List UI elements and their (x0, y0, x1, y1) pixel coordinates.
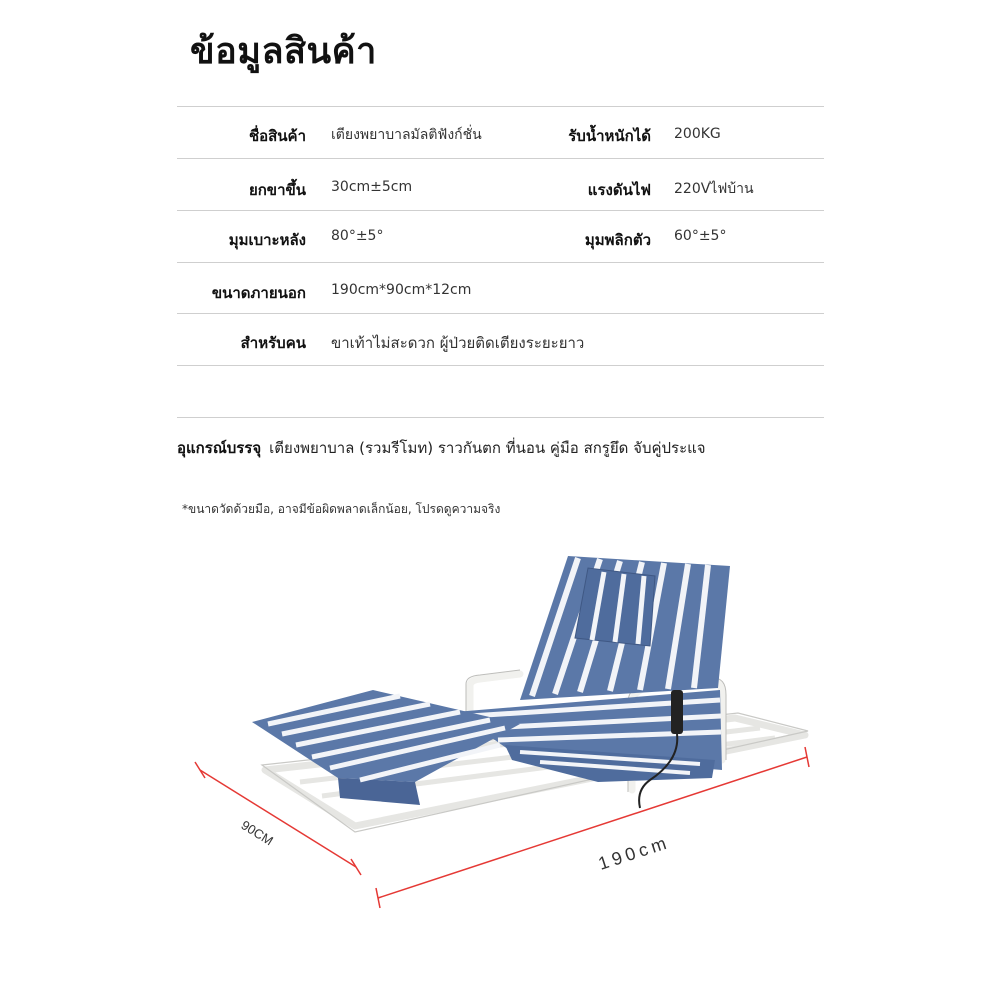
length-dimension-label: 190cm (595, 831, 673, 874)
divider (177, 158, 824, 159)
accessories-label: อุแกรณ์บรรจุ (177, 439, 262, 457)
back-rest (520, 556, 730, 700)
spec-value-voltage: 220Vไฟบ้าน (674, 181, 754, 197)
spec-label-back: มุมเบาะหลัง (228, 231, 306, 249)
spec-value-size: 190cm*90cm*12cm (331, 282, 472, 298)
divider (177, 313, 824, 314)
divider (177, 262, 824, 263)
divider (177, 417, 824, 418)
spec-label-size: ขนาดภายนอก (211, 284, 306, 302)
spec-label-leg: ยกขาขึ้น (248, 181, 306, 199)
spec-value-for: ขาเท้าไม่สะดวก ผู้ป่วยติดเตียงระยะยาว (331, 334, 585, 352)
bed-illustration (0, 540, 1000, 920)
divider (177, 106, 824, 107)
spec-value-back: 80°±5° (331, 228, 384, 244)
divider (177, 365, 824, 366)
spec-value-name: เตียงพยาบาลมัลติฟังก์ชั่น (331, 127, 482, 143)
accessories-value: เตียงพยาบาล (รวมรีโมท) ราวกันตก ที่นอน คู่มือ สกรูยึด จับคู่ประแจ (269, 439, 706, 457)
page-title: ข้อมูลสินค้า (190, 31, 377, 72)
spec-value-turn: 60°±5° (674, 228, 727, 244)
spec-value-load: 200KG (674, 126, 721, 142)
spec-label-name: ชื่อสินค้า (248, 127, 306, 145)
spec-label-turn: มุมพลิกตัว (584, 231, 651, 249)
width-dimension-label: 90CM (238, 817, 276, 849)
divider (177, 210, 824, 211)
measurement-note: *ขนาดวัดด้วยมือ, อาจมีข้อผิดพลาดเล็กน้อย, โปรดดูความจริง (182, 502, 501, 516)
spec-label-for: สำหรับคน (240, 334, 306, 352)
spec-value-leg: 30cm±5cm (331, 179, 413, 195)
spec-label-voltage: แรงดันไฟ (587, 181, 651, 199)
accessories-line (177, 436, 706, 460)
spec-label-load: รับน้ำหนักได้ (568, 127, 651, 145)
